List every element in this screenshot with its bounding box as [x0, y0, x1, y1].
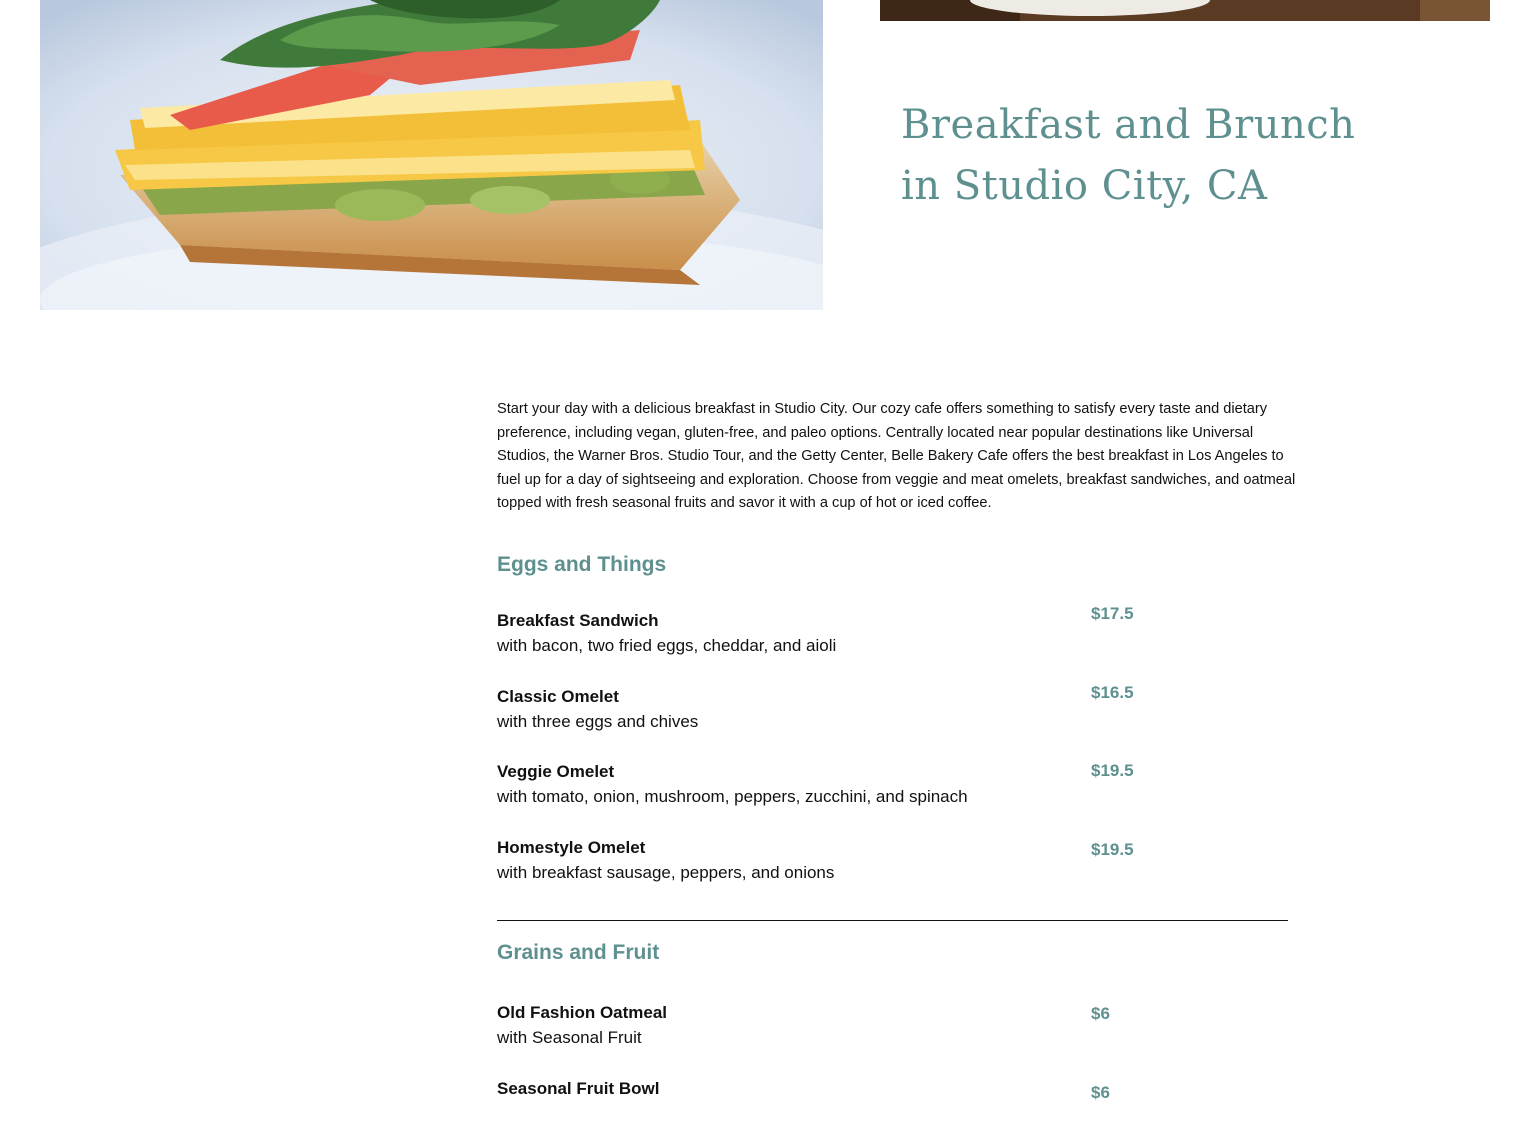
menu-item	[497, 1003, 1297, 1053]
section-heading-grains: Grains and Fruit	[497, 941, 660, 964]
section-divider	[497, 920, 1288, 921]
intro-paragraph: Start your day with a delicious breakfast in Studio City. Our cozy cafe offers something to satisfy every taste and dietary preference, including vegan, gluten-free, and paleo options. Centrally located near popular destinations like Universal Studios, the Warner Bros. Studio Tour, and the Getty Center, Belle Bakery Cafe offers the best breakfast in Los Angeles to fuel up for a day of sightseeing and exploration. Choose from veggie and meat omelets, breakfast sandwiches, and oatmeal topped with fresh seasonal fruits and savor it with a cup of hot or iced coffee.	[497, 401, 1296, 511]
section-heading-eggs: Eggs and Things	[497, 553, 667, 576]
sandwich-illustration	[40, 0, 823, 310]
menu-item	[497, 762, 1297, 812]
item-price: $6	[1091, 1083, 1110, 1102]
item-description: with bacon, two fried eggs, cheddar, and aioli	[497, 636, 837, 655]
item-description: with three eggs and chives	[497, 712, 699, 731]
page-title-line2: in Studio City, CA	[901, 163, 1268, 209]
item-price: $6	[1091, 1004, 1110, 1023]
item-name: Classic Omelet	[497, 687, 619, 706]
menu-content	[497, 398, 1297, 1102]
item-price: $19.5	[1091, 761, 1134, 780]
item-name: Old Fashion Oatmeal	[497, 1003, 668, 1022]
item-name: Homestyle Omelet	[497, 838, 646, 857]
page-title	[901, 95, 1461, 217]
breakfast-sandwich-photo	[40, 0, 823, 310]
item-name: Seasonal Fruit Bowl	[497, 1079, 660, 1098]
item-description: with breakfast sausage, peppers, and onions	[497, 863, 835, 882]
item-description: with tomato, onion, mushroom, peppers, zucchini, and spinach	[497, 787, 968, 806]
item-price: $16.5	[1091, 683, 1134, 702]
item-description: with Seasonal Fruit	[497, 1028, 642, 1047]
item-name: Veggie Omelet	[497, 762, 615, 781]
menu-item	[497, 683, 1297, 737]
coffee-table-photo	[880, 0, 1490, 21]
item-price: $17.5	[1091, 604, 1134, 623]
menu-item	[497, 838, 1297, 888]
coffee-table-illustration	[880, 0, 1490, 21]
page-title-line1: Breakfast and Brunch	[901, 102, 1356, 148]
item-name: Breakfast Sandwich	[497, 611, 659, 630]
menu-item	[497, 604, 1297, 661]
item-price: $19.5	[1091, 840, 1134, 859]
